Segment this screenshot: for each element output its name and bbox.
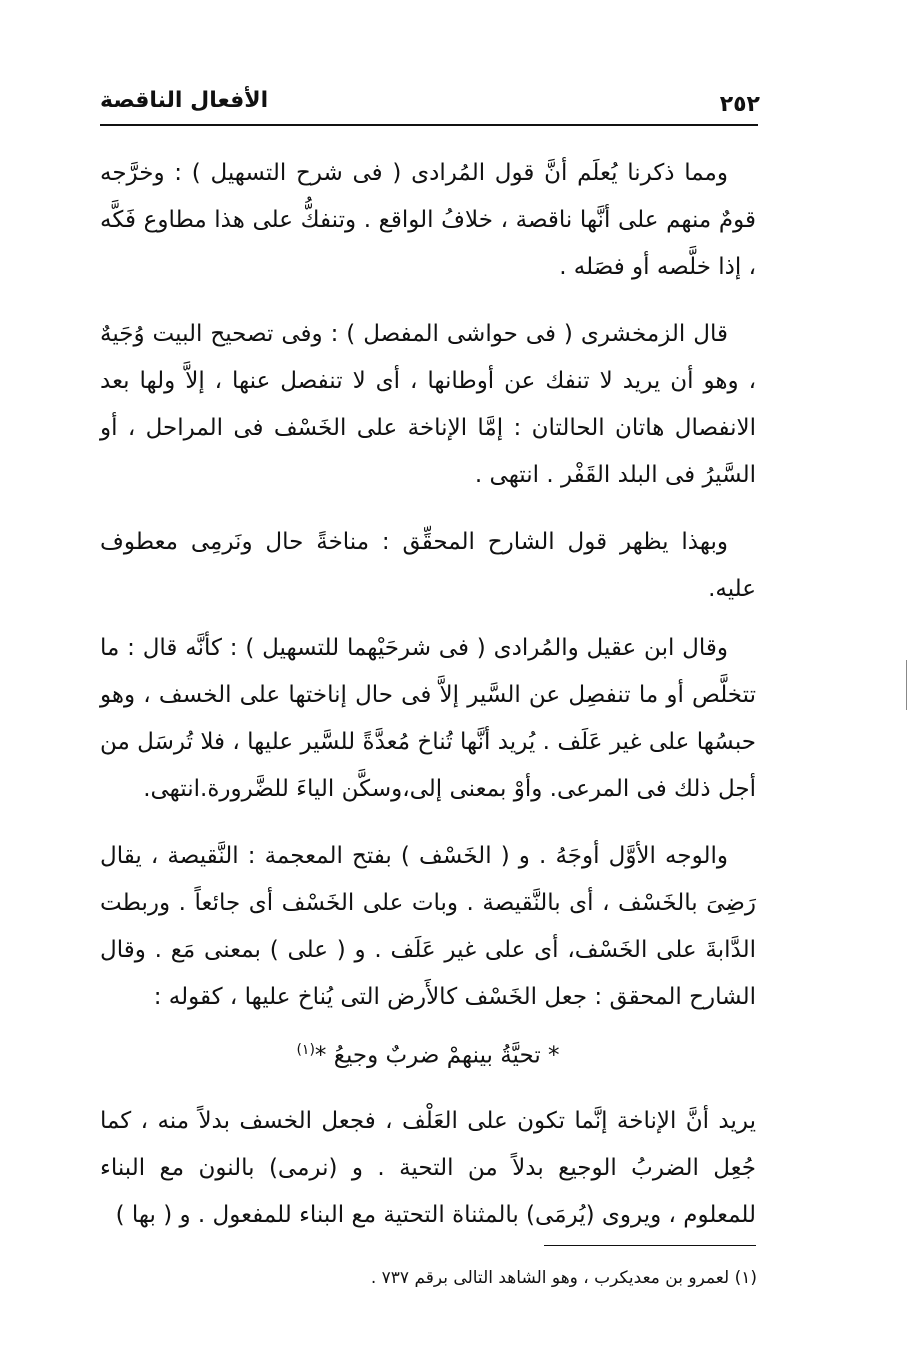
verse-text: * تحيَّةُ بينهمْ ضربٌ وجيعُ *	[314, 1042, 560, 1069]
paragraph-3: وبهذا يظهر قول الشارح المحقِّق : مناخةً حال ونَرمِى معطوف عليه.	[100, 529, 756, 602]
footnote: (١) لعمرو بن معديكرب ، وهو الشاهد التالى برقم ٧٣٧ .	[370, 1268, 757, 1288]
running-title: الأفعال الناقصة	[100, 88, 269, 113]
verse-note-ref: (١)	[296, 1042, 315, 1058]
page-header	[100, 84, 760, 120]
paragraph-2: قال الزمخشرى ( فى حواشى المفصل ) : وفى تصحيح البيت وُجَيهٌ ، وهو أن يريد لا تنفك عن أوطانها ، أى لا تنفصل عنها ، إلاَّ ولها بعد الانفصال هاتان الحالتان : إمَّا الإناخة على الخَسْف فى المراحل ، أو السَّيرُ فى البلد القَفْر . انتهى .	[100, 321, 756, 488]
paragraph-1: ومما ذكرنا يُعلَم أنَّ قول المُرادى ( فى شرح التسهيل ) : وخرَّجه قومٌ منهم على أنَّها ناقصة ، خلافُ الواقع . وتنفكُّ على هذا مطاوع فَكَّه ، إذا خلَّصه أو فصَله .	[100, 160, 756, 280]
footnote-rule	[544, 1245, 756, 1246]
paragraph-4: وقال ابن عقيل والمُرادى ( فى شرحَيْهما للتسهيل ) : كأنَّه قال : ما تتخلَّص أو ما تنفصِل عن السَّير إلاَّ فى حال إناختها على الخسف ، وهو حبسُها على غير عَلَف . يُريد أنَّها تُناخ مُعدَّةً للسَّير عليها ، فلا تُرسَل من أجل ذلك فى المرعى. وأوْ بمعنى إلى،وسكَّن الياءَ للضَّرورة.انتهى.	[100, 635, 756, 802]
main-text	[100, 150, 756, 1239]
paragraph-6: يريد أنَّ الإناخة إنَّما تكون على العَلْف ، فجعل الخسف بدلاً منه ، كما جُعِل الضربُ الوجيع بدلاً من التحية . و (نرمى) بالنون مع البناء للمعلوم ، ويروى (يُرمَى) بالمثناة التحتية مع البناء للمفعول . و ( بها )	[100, 1107, 756, 1228]
paragraph-5: والوجه الأوَّل أوجَهُ . و ( الخَسْف ) بفتح المعجمة : النَّقيصة ، يقال رَضِىَ بالخَسْف ، أى بالنَّقيصة . وبات على الخَسْف أى جائعاً . وربطت الدَّابةَ على الخَسْف، أى على غير عَلَف . و ( على ) بمعنى مَع . وقال الشارح المحقق : جعل الخَسْف كالأَرض التى يُناخ عليها ، كقوله :	[100, 843, 756, 1010]
margin-mark	[906, 660, 907, 710]
page-number: ٢٥٢	[719, 92, 760, 117]
verse-line	[100, 1027, 756, 1080]
header-rule	[100, 124, 758, 126]
